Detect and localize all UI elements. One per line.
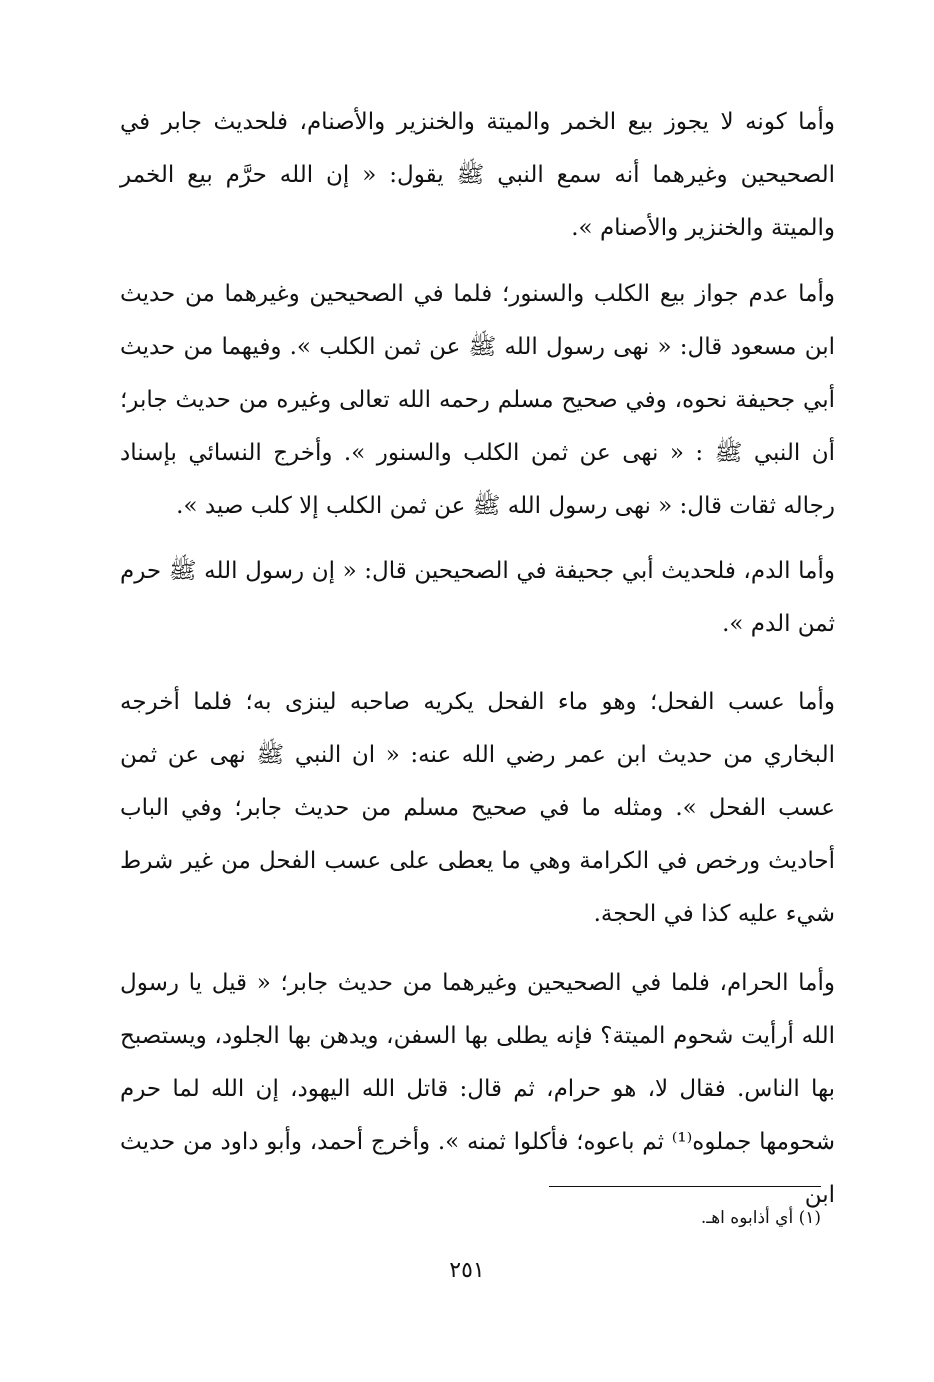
footnote: (١) أي أذابوه اهـ. (700, 1208, 821, 1228)
paragraph-dog-cat-sale: وأما عدم جواز بيع الكلب والسنور؛ فلما في الصحيحين وغيرهما من حديث ابن مسعود قال: « نهى رسول الله ﷺ عن ثمن الكلب ». وفيهما من حديث أبي جحيفة نحوه، وفي صحيح مسلم رحمه الله تعالى وغيره من حديث جابر؛ أن النبي ﷺ : « نهى عن ثمن الكلب والسنور ». وأخرج النسائي بإسناد رجاله ثقات قال: « نهى رسول الله ﷺ عن ثمن الكلب إلا كلب صيد ». (120, 281, 835, 519)
paragraph-wine-carrion-pig-idols: وأما كونه لا يجوز بيع الخمر والميتة والخنزير والأصنام، فلحديث جابر في الصحيحين وغيرهما أنه سمع النبي ﷺ يقول: « إن الله حرَّم بيع الخمر والميتة والخنزير والأصنام ». (120, 109, 835, 241)
page-number: ٢٥١ (449, 1258, 485, 1283)
paragraph-forbidden-things: وأما الحرام، فلما في الصحيحين وغيرهما من حديث جابر؛ « قيل يا رسول الله أرأيت شحوم الميتة؟ فإنه يطلى بها السفن، ويدهن بها الجلود، ويستصبح بها الناس. فقال لا، هو حرام، ثم قال: قاتل الله اليهود، إن الله لما حرم شحومها جملوه⁽¹⁾ ثم باعوه؛ فأكلوا ثمنه ». وأخرج أحمد، وأبو داود من حديث ابن (120, 970, 836, 1208)
paragraph-stud-fee: وأما عسب الفحل؛ وهو ماء الفحل يكريه صاحبه لينزى به؛ فلما أخرجه البخاري من حديث ابن عمر رضي الله عنه: « ان النبي ﷺ نهى عن ثمن عسب الفحل ». ومثله ما في صحيح مسلم من حديث جابر؛ وفي الباب أحاديث ورخص في الكرامة وهي ما يعطى على عسب الفحل من غير شرط شيء عليه كذا في الحجة. (120, 689, 835, 927)
footnote-divider (549, 1186, 821, 1187)
paragraph-blood-price: وأما الدم، فلحديث أبي جحيفة في الصحيحين قال: « إن رسول الله ﷺ حرم ثمن الدم ». (120, 558, 835, 637)
